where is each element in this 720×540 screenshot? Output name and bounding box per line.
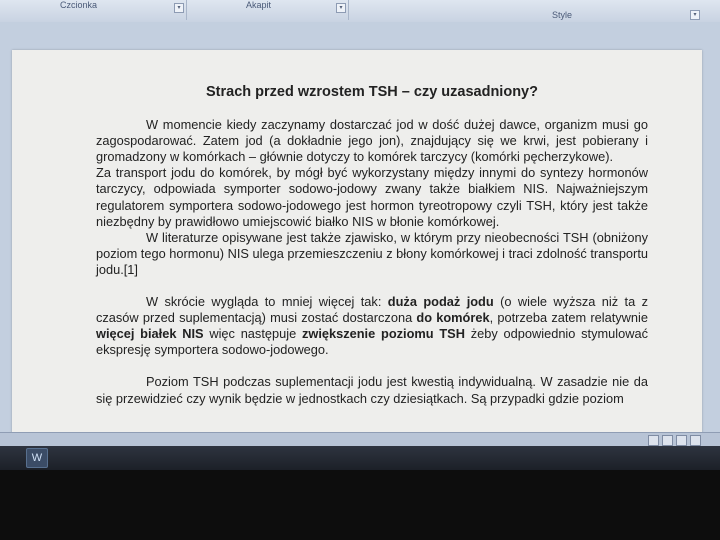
ribbon [0, 0, 720, 23]
empty-line [96, 358, 648, 374]
paragraph-4 [96, 294, 648, 358]
taskbar [0, 446, 720, 470]
document-body[interactable] [96, 84, 648, 407]
ribbon-separator [186, 0, 187, 20]
paragraph-2: Za transport jodu do komórek, by mógł być wykorzystany między innymi do syntezy hormonów tarczycy, odpowiada symporter sodowo-jodowy zwany także białkiem NIS. Najważniejszym regulatorem symportera sodowo-jodowego jest hormon tyreotropowy czyli TSH, który jest także niezbędny by prawidłowo umiejscowić białko NIS w błonie komórkowej. [96, 165, 648, 229]
outline-view-icon[interactable] [690, 435, 701, 446]
bold-run: do komórek [416, 310, 490, 326]
status-bar [0, 432, 720, 447]
text-run: W skrócie wygląda to mniej więcej tak: [146, 294, 388, 310]
full-screen-view-icon[interactable] [662, 435, 673, 446]
text-run: żeby odpowiednio stymulować ekspresję symportera sodowo-jodowego. [96, 326, 649, 358]
paragraph-1: W momencie kiedy zaczynamy dostarczać jod w dość dużej dawce, organizm musi go zagospodarować. Zatem jod (a dokładnie jego jon), znajdujący się we krwi, jest pobierany i gromadzony w komórkach – głównie dotyczy to komórek tarczycy (komórki pęcherzykowe). [96, 117, 648, 165]
paragraph-3: W literaturze opisywane jest także zjawisko, w którym przy nieobecności TSH (obniżony poziom tego hormonu) NIS ulega przemieszczeniu z błony komórkowej i traci zdolność transportu jodu.[1] [96, 229, 648, 277]
bold-run: duża podaż jodu [387, 294, 494, 310]
bold-run: zwiększenie poziomu TSH [301, 326, 465, 342]
document-title: Strach przed wzrostem TSH – czy uzasadniony? [206, 84, 538, 100]
print-layout-view-icon[interactable] [648, 435, 659, 446]
document-page[interactable] [12, 50, 702, 445]
ribbon-group-styles[interactable]: Style [552, 10, 573, 20]
text-run: , potrzeba zatem relatywnie [489, 310, 648, 326]
text-run: więc następuje [203, 326, 302, 342]
bold-run: więcej białek NIS [96, 326, 204, 342]
ribbon-group-paragraph[interactable]: Akapit [246, 0, 272, 10]
monitor-bezel [0, 470, 720, 540]
paragraph-5: Poziom TSH podczas suplementacji jodu jest kwestią indywidualną. W zasadzie nie da się przewidzieć czy wynik będzie w jednostkach czy dziesiątkach. Są przypadki gdzie poziom [96, 374, 648, 406]
ribbon-separator [348, 0, 349, 20]
document-workspace[interactable] [0, 22, 720, 432]
font-dialog-launcher-icon[interactable]: ▾ [174, 3, 184, 13]
styles-dialog-launcher-icon[interactable]: ▾ [690, 10, 700, 20]
paragraph-dialog-launcher-icon[interactable]: ▾ [336, 3, 346, 13]
ribbon-group-font[interactable]: Czcionka [60, 0, 98, 10]
text-run: (o wiele wyższa niż ta z czasów przed suplementacją) musi zostać dostarczona [96, 294, 649, 326]
word-taskbar-icon[interactable]: W [26, 448, 48, 468]
web-layout-view-icon[interactable] [676, 435, 687, 446]
empty-line [96, 278, 648, 294]
